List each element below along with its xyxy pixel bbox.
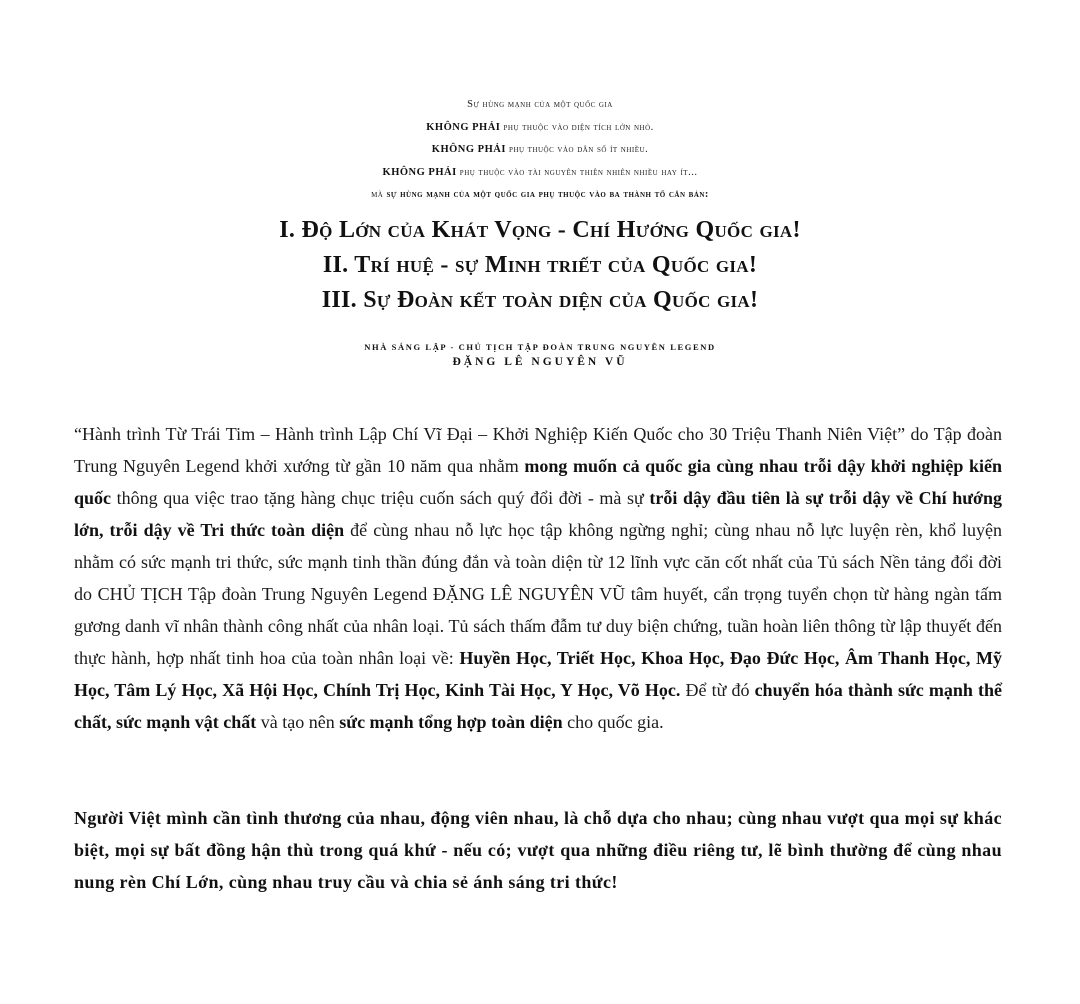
closing-paragraph: Người Việt mình cần tình thương của nhau, động viên nhau, là chỗ dựa cho nhau; cùng nhau vượt qua mọi sự khác biệt, mọi sự bất đồng hận thù trong quá khứ - nếu có; vượt qua những điều riêng tư, lẽ bình thường để cùng nhau nung rèn Chí Lớn, cùng nhau truy cầu và chia sẻ ánh sáng tri thức! (74, 808, 1002, 892)
founder-role: NHÀ SÁNG LẬP - CHỦ TỊCH TẬP ĐOÀN TRUNG NGUYÊN LEGEND (364, 341, 716, 352)
intro-text: phụ thuộc vào tài nguyên thiên nhiên nhiều hay ít... (456, 166, 698, 178)
intro-emphasis: sự hùng mạnh của một quốc gia phụ thuộc vào ba thành tố căn bản: (386, 189, 709, 200)
intro-line (0, 94, 1080, 117)
intro-text: mà (371, 189, 387, 200)
body-emphasis: sức mạnh tổng hợp toàn diện (339, 712, 563, 732)
body-paragraph (74, 418, 1002, 738)
intro-emphasis: KHÔNG PHẢI (426, 121, 501, 133)
body-emphasis: chuyển hóa thành sức mạnh thể chất, sức mạnh vật chất (74, 680, 1002, 732)
body-emphasis: trỗi dậy đầu tiên là sự trỗi dậy về Chí hướng lớn, trỗi dậy về Tri thức toàn diện (74, 488, 1002, 540)
intro-text: phụ thuộc vào dân số ít nhiều. (505, 144, 649, 155)
intro-line (0, 184, 1080, 207)
intro-emphasis: KHÔNG PHẢI (382, 166, 457, 178)
intro-line (0, 162, 1080, 185)
body-text-segment: thông qua việc trao tặng hàng chục triệu cuốn sách quý đổi đời - mà sự (111, 488, 650, 508)
founder-name: ĐẶNG LÊ NGUYÊN VŨ (452, 355, 628, 368)
body-text-segment: để cùng nhau nỗ lực học tập không ngừng nghỉ; cùng nhau nỗ lực luyện rèn, khổ luyện nhằm có sức mạnh tri thức, sức mạnh tinh thần đúng đắn và toàn diện từ 12 lĩnh vực căn cốt nhất của Tủ sách Nền tảng đổi đời do CHỦ TỊCH Tập đoàn Trung Nguyên Legend ĐẶNG LÊ NGUYÊN VŨ tâm huyết, cẩn trọng tuyển chọn từ hàng ngàn tấm gương danh vĩ nhân thành công nhất của nhân loại. Tủ sách thấm đẫm tư duy biện chứng, tuần hoàn liên thông từ lập thuyết đến thực hành, hợp nhất tinh hoa của toàn nhân loại về: (74, 520, 1002, 668)
pillar-heading: III. Sự Đoàn kết toàn diện của Quốc gia! (321, 286, 759, 313)
pillar-list (0, 213, 1080, 318)
body-text-segment: cho quốc gia. (562, 712, 664, 732)
body-text-segment: “Hành trình Từ Trái Tim – Hành trình Lập Chí Vĩ Đại – Khởi Nghiệp Kiến Quốc cho 30 Triệu Thanh Niên Việt” do Tập đoàn Trung Nguyên Legend khởi xướng từ gần 10 năm qua nhằm (74, 424, 1002, 476)
body-emphasis: mong muốn cả quốc gia cùng nhau trỗi dậy khởi nghiệp kiến quốc (74, 456, 1002, 508)
body-text-segment: Để từ đó (680, 680, 755, 700)
body-emphasis: Huyền Học, Triết Học, Khoa Học, Đạo Đức Học, Âm Thanh Học, Mỹ Học, Tâm Lý Học, Xã Hội Học, Chính Trị Học, Kinh Tài Học, Y Học, Võ Học. (74, 648, 1002, 700)
pillar-heading: II. Trí huệ - sự Minh triết của Quốc gia! (322, 251, 758, 278)
body-text-segment: và tạo nên (256, 712, 340, 732)
intro-text: Sự hùng mạnh của một quốc gia (467, 99, 613, 110)
header-block (0, 94, 1080, 370)
intro-text: phụ thuộc vào diện tích lớn nhỏ. (500, 121, 654, 133)
intro-line (0, 139, 1080, 162)
intro-emphasis: KHÔNG PHẢI (431, 144, 506, 155)
intro-line (0, 117, 1080, 140)
pillar-heading: I. Độ Lớn của Khát Vọng - Chí Hướng Quốc gia! (279, 216, 801, 243)
